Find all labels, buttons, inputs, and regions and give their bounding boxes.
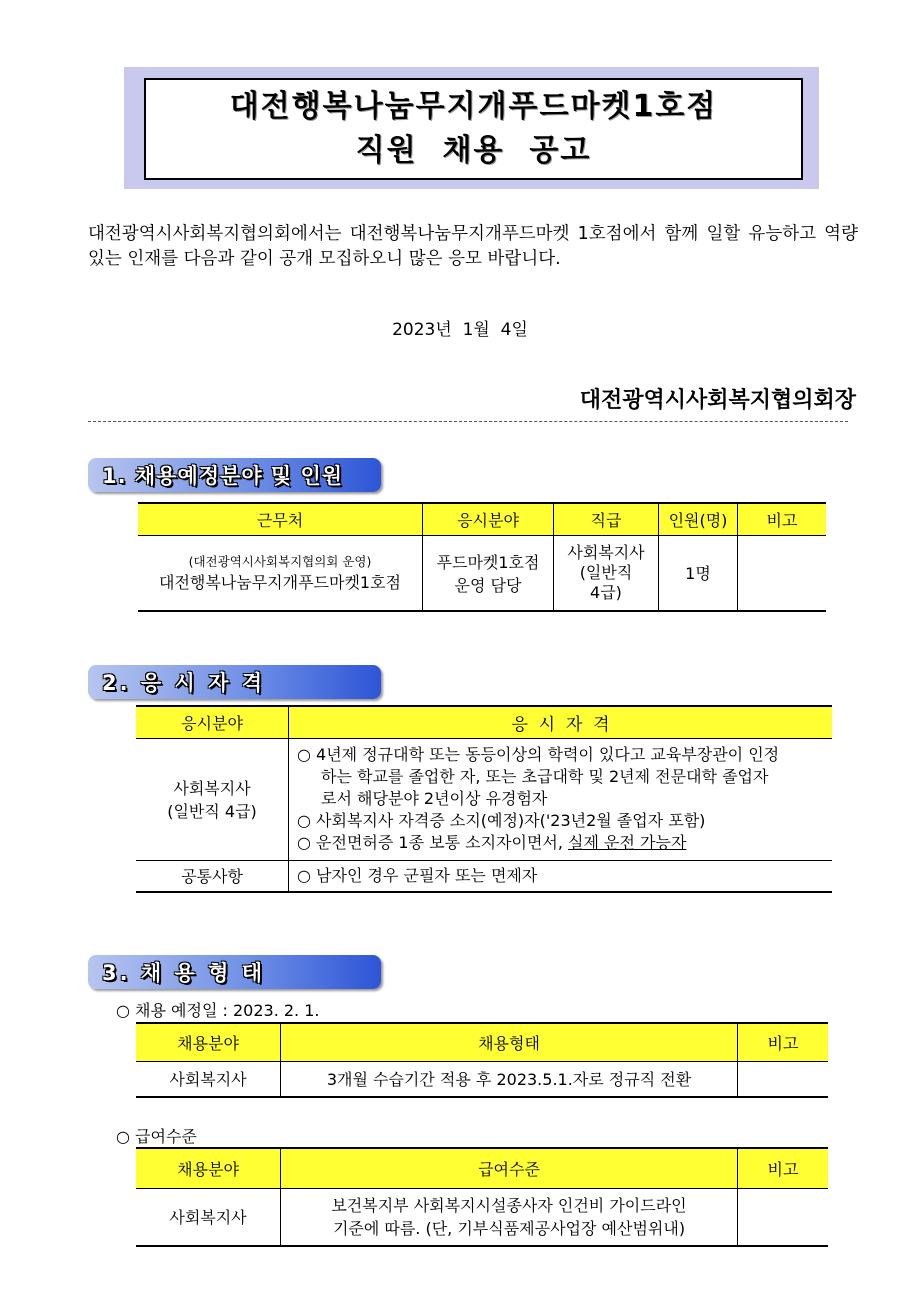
grade-line2: (일반직	[579, 562, 633, 582]
section1-title: 1. 채용예정분야 및 인원	[102, 464, 344, 488]
section2-title: 2. 응 시 자 격	[102, 671, 265, 695]
col-workplace: 근무처	[138, 503, 423, 535]
cell-qualifications	[289, 738, 833, 860]
col-sal-level: 급여수준	[281, 1148, 738, 1188]
issuer-name: 대전광역시사회복지협의회장	[579, 388, 856, 413]
cell-common-field: 공통사항	[136, 860, 289, 892]
workplace-operator: (대전광역시사회복지협의회 운영)	[188, 554, 372, 570]
cell-count: 1명	[659, 535, 738, 611]
grade-line3: 4급)	[590, 582, 622, 602]
qual-item2: ○ 사회복지사 자격증 소지(예정)자('23년2월 졸업자 포함)	[297, 811, 706, 830]
qual-item3-underlined: 실제 운전 가능자	[568, 833, 687, 852]
title-box	[144, 78, 803, 180]
employment-type-table	[136, 1022, 828, 1098]
cell-workplace	[138, 535, 423, 611]
field-line1: 푸드마켓1호점	[436, 552, 540, 572]
col-count: 인원(명)	[659, 503, 738, 535]
col-field: 응시분야	[423, 503, 554, 535]
intro-paragraph: 대전광역시사회복지협의회에서는 대전행복나눔무지개푸드마켓 1호점에서 함께 일할 유능하고 역량있는 인재를 다음과 같이 공개 모집하오니 많은 응모 바랍니다.	[88, 224, 858, 269]
col-sal-note: 비고	[738, 1148, 829, 1188]
table-row	[136, 738, 832, 860]
cell-emp-field: 사회복지사	[136, 1061, 281, 1097]
qual-item1-line2: 하는 학교를 졸업한 자, 또는 초급대학 및 2년제 전문대학 졸업자	[321, 767, 769, 786]
col-note: 비고	[738, 503, 827, 535]
qual-field-line1: 사회복지사	[173, 779, 251, 798]
col-grade: 직급	[554, 503, 659, 535]
table-row	[138, 535, 826, 611]
qual-field-line2: (일반직 4급)	[167, 802, 257, 821]
qual-item1-line3: 로서 해당분야 2년이상 유경험자	[321, 789, 548, 808]
col-emp-note: 비고	[738, 1023, 829, 1061]
col-emp-type: 채용형태	[281, 1023, 738, 1061]
cell-emp-note	[738, 1061, 829, 1097]
cell-sal-level	[281, 1188, 738, 1246]
section1-header	[88, 458, 381, 492]
salary-line1: 보건복지부 사회복지시설종사자 인건비 가이드라인	[331, 1195, 687, 1215]
col-qual-field: 응시분야	[136, 706, 289, 738]
recruitment-table	[138, 502, 826, 612]
section3-header	[88, 955, 381, 989]
qual-item1-line1: ○ 4년제 정규대학 또는 동등이상의 학력이 있다고 교육부장관이 인정	[297, 745, 780, 764]
table-row	[136, 860, 832, 892]
qual-item3	[297, 832, 824, 854]
salary-table	[136, 1147, 828, 1247]
cell-common-qual: ○ 남자인 경우 군필자 또는 면제자	[289, 860, 833, 892]
salary-bullet: ○ 급여수준	[116, 1127, 197, 1146]
cell-sal-field: 사회복지사	[136, 1188, 281, 1246]
salary-line2: 기준에 따름. (단, 기부식품제공사업장 예산범위내)	[332, 1218, 686, 1238]
col-qualification: 응 시 자 격	[289, 706, 833, 738]
section2-header	[88, 665, 381, 699]
cell-grade	[554, 535, 659, 611]
table-row	[136, 1188, 828, 1246]
cell-note	[738, 535, 827, 611]
cell-field	[423, 535, 554, 611]
section3-title: 3. 채 용 형 태	[102, 961, 265, 985]
cell-emp-type: 3개월 수습기간 적용 후 2023.5.1.자로 정규직 전환	[281, 1061, 738, 1097]
page-title-line2: 직원 채용 공고	[355, 133, 592, 168]
cell-qual-field	[136, 738, 289, 860]
col-sal-field: 채용분야	[136, 1148, 281, 1188]
hire-date-bullet: ○ 채용 예정일 : 2023. 2. 1.	[116, 1001, 320, 1020]
announcement-date: 2023년 1월 4일	[392, 320, 528, 340]
table-row	[136, 1061, 828, 1097]
page-title-line1: 대전행복나눔무지개푸드마켓1호점	[229, 89, 718, 124]
grade-line1: 사회복지사	[567, 542, 645, 562]
col-emp-field: 채용분야	[136, 1023, 281, 1061]
cell-sal-note	[738, 1188, 829, 1246]
dashed-divider	[88, 421, 848, 422]
field-line2: 운영 담당	[454, 575, 522, 595]
workplace-name: 대전행복나눔무지개푸드마켓1호점	[158, 573, 402, 593]
qualification-table	[136, 705, 832, 893]
qual-item3-prefix: ○ 운전면허증 1종 보통 소지자이면서,	[297, 833, 569, 852]
